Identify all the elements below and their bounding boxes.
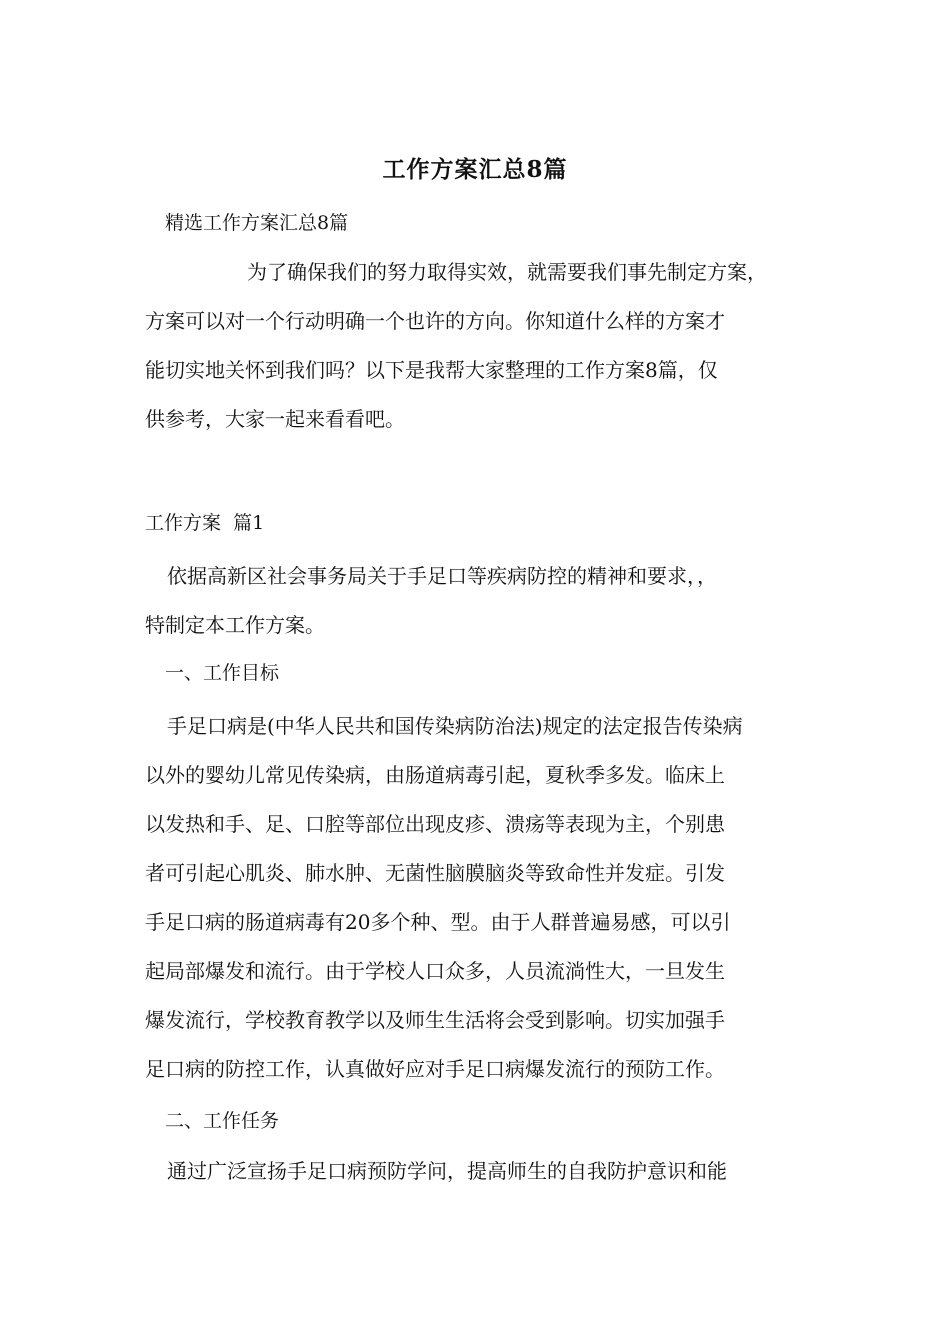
document-subtitle: 精选工作方案汇总8篇 — [165, 212, 349, 234]
paragraph-line: 以发热和手、足、口腔等部位出现皮疹、溃疡等表现为主，个别患 — [145, 812, 725, 836]
intro-paragraph — [145, 248, 835, 444]
task-heading: 二、工作任务 — [165, 1110, 280, 1132]
paragraph-line: 以外的婴幼儿常见传染病，由肠道病毒引起，夏秋季多发。临床上 — [145, 763, 725, 787]
paragraph-line: 起局部爆发和流行。由于学校人口众多，人员流淌性大，一旦发生 — [145, 959, 725, 983]
paragraph-line: 通过广泛宣扬手足口病预防学问，提高师生的自我防护意识和能 — [167, 1159, 727, 1183]
paragraph-basis — [145, 552, 835, 650]
paragraph-line: 爆发流行，学校教育教学以及师生生活将会受到影响。切实加强手 — [145, 1008, 725, 1032]
intro-line: 方案可以对一个行动明确一个也许的方向。你知道什么样的方案才 — [145, 309, 725, 333]
paragraph-goal — [145, 702, 835, 1094]
document-title: 工作方案汇总8篇 — [382, 156, 568, 183]
paragraph-line: 手足口病是(中华人民共和国传染病防治法)规定的法定报告传染病 — [167, 714, 743, 738]
paragraph-line: 依据高新区社会事务局关于手足口等疾病防控的精神和要求，， — [167, 564, 717, 588]
paragraph-line: 足口病的防控工作，认真做好应对手足口病爆发流行的预防工作。 — [145, 1057, 725, 1081]
paragraph-task — [145, 1147, 835, 1196]
goal-heading: 一、工作目标 — [165, 662, 280, 684]
paragraph-line: 手足口病的肠道病毒有20多个种、型。由于人群普遍易感，可以引 — [145, 910, 731, 934]
intro-line: 供参考，大家一起来看看吧。 — [145, 407, 405, 431]
paragraph-line: 者可引起心肌炎、肺水肿、无菌性脑膜脑炎等致命性并发症。引发 — [145, 861, 725, 885]
section-heading: 工作方案 篇1 — [145, 512, 265, 534]
intro-line: 为了确保我们的努力取得实效，就需要我们事先制定方案， — [247, 260, 767, 284]
paragraph-line: 特制定本工作方案。 — [145, 613, 325, 637]
intro-line: 能切实地关怀到我们吗？以下是我帮大家整理的工作方案8篇，仅 — [145, 358, 718, 382]
